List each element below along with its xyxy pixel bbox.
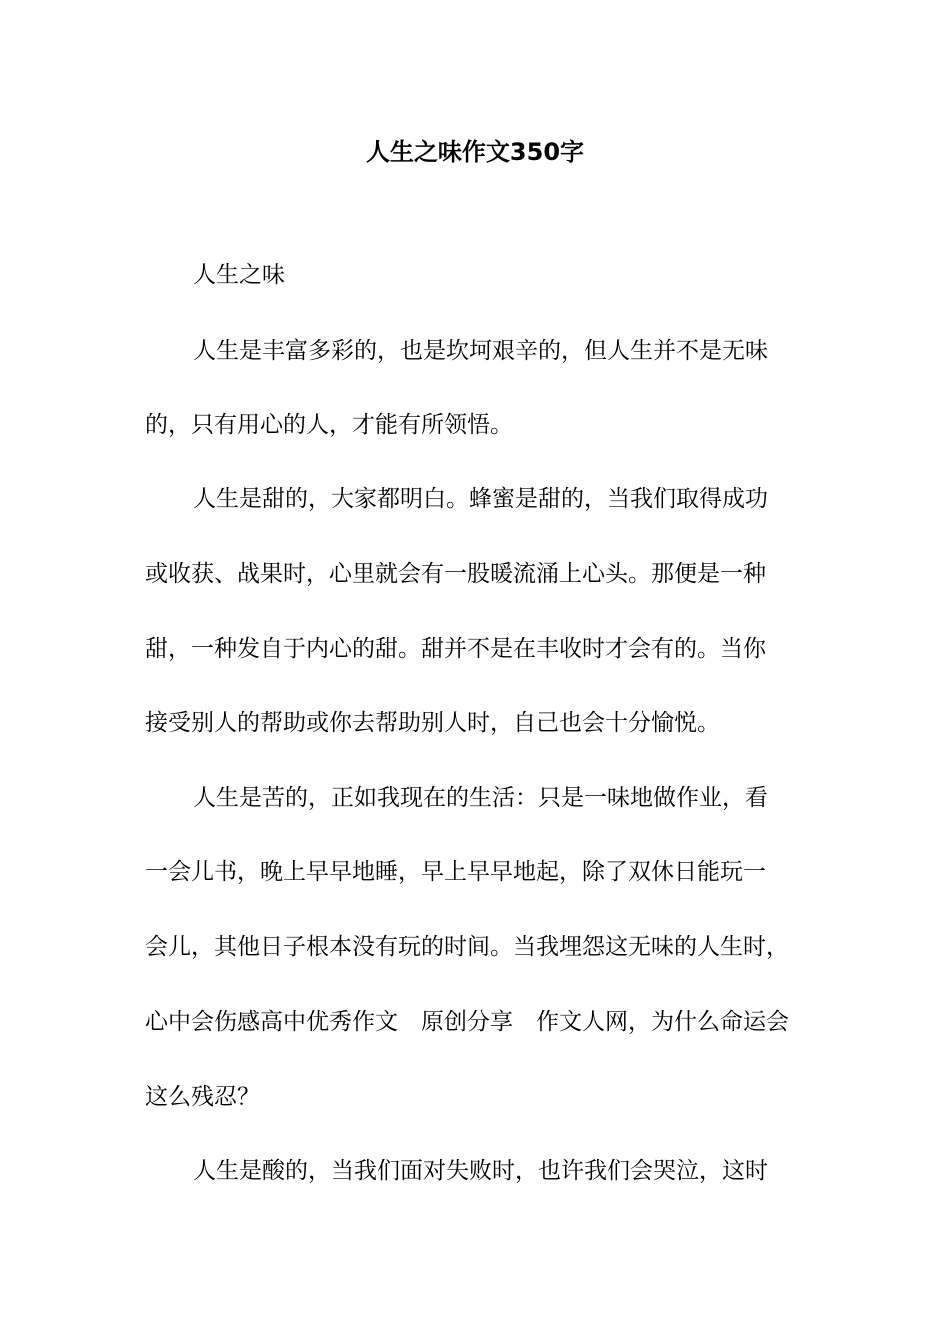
paragraph-line: 接受别人的帮助或你去帮助别人时，自己也会十分愉悦。: [145, 710, 720, 736]
paragraph-line: 心中会伤感高中优秀作文 原创分享 作文人网，为什么命运会: [145, 1009, 789, 1035]
paragraph-line: 这么残忍？: [145, 1084, 260, 1110]
paragraph-line: 人生是甜的，大家都明白。蜂蜜是甜的，当我们取得成功: [193, 486, 768, 512]
paragraph-line: 人生是苦的，正如我现在的生活：只是一味地做作业，看: [193, 785, 768, 811]
document-title: 人生之味作文350字: [365, 138, 585, 166]
paragraph-line: 甜，一种发自于内心的甜。甜并不是在丰收时才会有的。当你: [145, 636, 766, 662]
paragraph-line: 一会儿书，晚上早早地睡，早上早早地起，除了双休日能玩一: [145, 859, 766, 885]
paragraph-line: 人生是丰富多彩的，也是坎坷艰辛的，但人生并不是无味: [193, 338, 768, 364]
paragraph-line: 的，只有用心的人，才能有所领悟。: [145, 412, 513, 438]
paragraph-line: 或收获、战果时，心里就会有一股暖流涌上心头。那便是一种: [145, 561, 766, 587]
paragraph-line: 人生是酸的，当我们面对失败时，也许我们会哭泣，这时: [193, 1158, 768, 1184]
section-heading: 人生之味: [193, 262, 285, 288]
paragraph-line: 会儿，其他日子根本没有玩的时间。当我埋怨这无味的人生时，: [145, 934, 789, 960]
